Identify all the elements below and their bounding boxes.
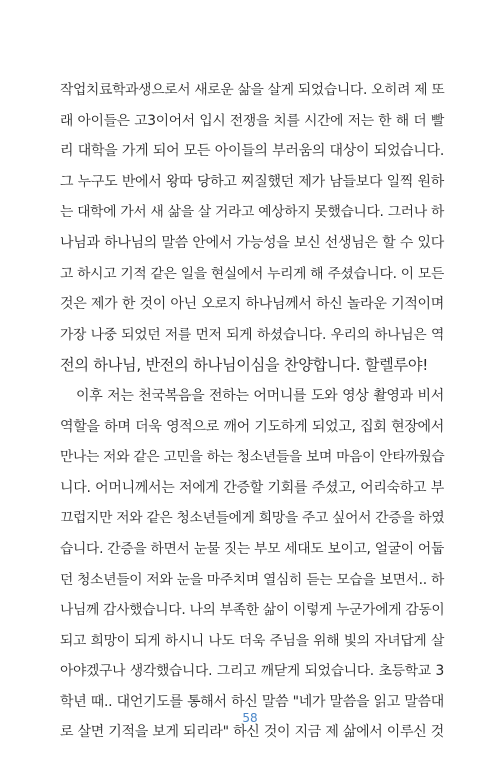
paragraph-2 [60, 381, 444, 748]
text-line: 고 하시고 기적 같은 일을 현실에서 누리게 해 주셨습니다. 이 모든 [60, 265, 444, 282]
text-line: 리 대학을 가게 되어 모든 아이들의 부러움의 대상이 되었습니다. [60, 143, 444, 160]
text-line: 습니다. 간증을 하면서 눈물 짓는 부모 세대도 보이고, 얼굴이 어둡 [60, 540, 444, 557]
text-line: 래 아이들은 고3이어서 입시 전쟁을 치를 시간에 저는 한 해 더 빨 [60, 112, 444, 129]
text-line: 이후 저는 천국복음을 전하는 어머니를 도와 영상 촬영과 비서 [76, 387, 444, 404]
text-line: 학년 때.. 대언기도를 통해서 하신 말씀 "네가 말씀을 읽고 말씀대 [60, 693, 444, 710]
text-line: 로 살면 기적을 보게 되리라" 하신 것이 지금 제 삶에서 이루신 것 [60, 724, 444, 741]
text-line: 작업치료학과생으로서 새로운 삶을 살게 되었습니다. 오히려 제 또 [60, 82, 445, 98]
page-number: 58 [242, 711, 258, 725]
text-line: 던 청소년들이 저와 눈을 마주치며 열심히 듣는 모습을 보면서.. 하 [60, 571, 444, 588]
text-line: 되고 희망이 되게 하시니 나도 더욱 주님을 위해 빛의 자녀답게 살 [60, 632, 444, 649]
text-line: 만나는 저와 같은 고민을 하는 청소년들을 보며 마음이 안타까웠습 [60, 449, 445, 466]
text-line: 것은 제가 한 것이 아닌 오로지 하나님께서 하신 놀라운 기적이며 [60, 296, 444, 313]
body-text [60, 75, 444, 748]
text-line: 는 대학에 가서 새 삶을 살 거라고 예상하지 못했습니다. 그러나 하 [60, 204, 444, 221]
text-line: 나님께 감사했습니다. 나의 부족한 삶이 이렇게 누군가에게 감동이 [60, 602, 445, 619]
text-line: 가장 나중 되었던 저를 먼저 되게 하셨습니다. 우리의 하나님은 역 [60, 326, 444, 343]
paragraph-1 [60, 75, 444, 381]
text-line: 아야겠구나 생각했습니다. 그리고 깨닫게 되었습니다. 초등학교 3 [60, 663, 444, 680]
text-line: 전의 하나님, 반전의 하나님이심을 찬양합니다. 할렐루야! [60, 356, 429, 375]
text-line: 그 누구도 반에서 왕따 당하고 찌질했던 제가 남들보다 일찍 원하 [60, 173, 444, 190]
text-line: 끄럽지만 저와 같은 청소년들에게 희망을 주고 싶어서 간증을 하였 [60, 510, 445, 527]
text-line: 나님과 하나님의 말씀 안에서 가능성을 보신 선생님은 할 수 있다 [60, 234, 444, 251]
text-line: 역할을 하며 더욱 영적으로 깨어 기도하게 되었고, 집회 현장에서 [60, 418, 444, 435]
text-line: 니다. 어머니께서는 저에게 간증할 기회를 주셨고, 어리숙하고 부 [60, 479, 444, 496]
